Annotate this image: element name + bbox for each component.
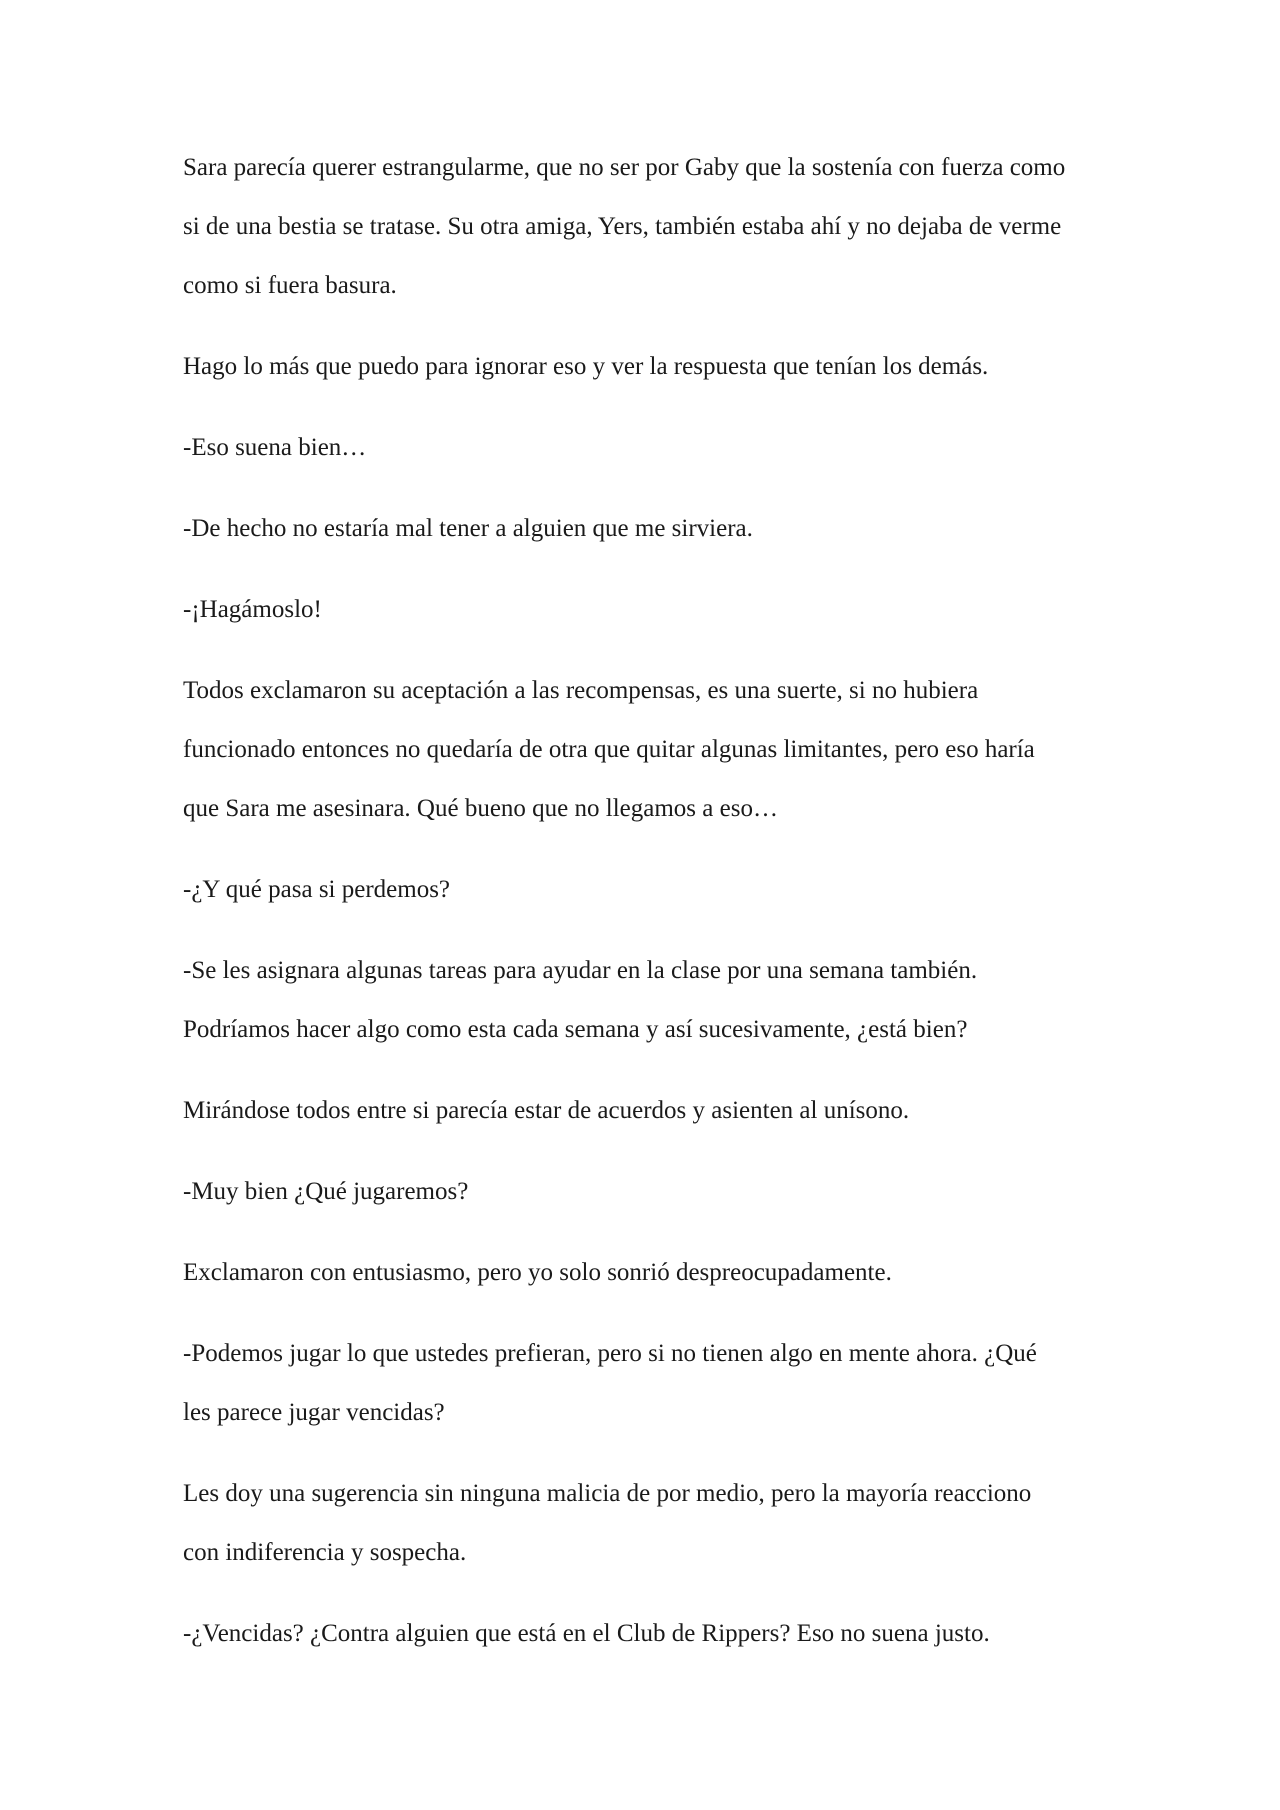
text-line: -¡Hagámoslo! <box>183 596 322 623</box>
dialogue-line <box>183 860 1103 919</box>
text-line: funcionado entonces no quedaría de otra que quitar algunas limitantes, pero eso haría <box>183 736 1035 763</box>
text-line: -De hecho no estaría mal tener a alguien que me sirviera. <box>183 515 753 542</box>
text-line: -Se les asignara algunas tareas para ayudar en la clase por una semana también. <box>183 957 978 984</box>
dialogue-line <box>183 1604 1103 1663</box>
paragraph <box>183 1464 1103 1582</box>
paragraph <box>183 1243 1103 1302</box>
paragraph <box>183 661 1103 838</box>
text-line: -¿Vencidas? ¿Contra alguien que está en el Club de Rippers? Eso no suena justo. <box>183 1620 990 1647</box>
text-line: como si fuera basura. <box>183 272 397 299</box>
dialogue-line <box>183 1324 1103 1442</box>
paragraph <box>183 138 1103 315</box>
paragraph <box>183 1081 1103 1140</box>
text-line: con indiferencia y sospecha. <box>183 1539 467 1566</box>
dialogue-line <box>183 418 1103 477</box>
text-line: -Podemos jugar lo que ustedes prefieran, pero si no tienen algo en mente ahora. ¿Qué <box>183 1340 1037 1367</box>
text-line: Todos exclamaron su aceptación a las recompensas, es una suerte, si no hubiera <box>183 677 979 704</box>
text-line: -Eso suena bien… <box>183 434 367 461</box>
paragraph <box>183 337 1103 396</box>
text-line: Exclamaron con entusiasmo, pero yo solo sonrió despreocupadamente. <box>183 1259 892 1286</box>
text-line: Mirándose todos entre si parecía estar de acuerdos y asienten al unísono. <box>183 1097 910 1124</box>
text-line: -Muy bien ¿Qué jugaremos? <box>183 1178 469 1205</box>
dialogue-line <box>183 941 1103 1059</box>
dialogue-line <box>183 1162 1103 1221</box>
text-line: si de una bestia se tratase. Su otra amiga, Yers, también estaba ahí y no dejaba de verme <box>183 213 1062 240</box>
text-line: les parece jugar vencidas? <box>183 1399 445 1426</box>
text-line: que Sara me asesinara. Qué bueno que no llegamos a eso… <box>183 795 778 822</box>
document-body <box>183 138 1103 1685</box>
dialogue-line <box>183 499 1103 558</box>
text-line: Hago lo más que puedo para ignorar eso y ver la respuesta que tenían los demás. <box>183 353 989 380</box>
text-line: -¿Y qué pasa si perdemos? <box>183 876 451 903</box>
text-line: Les doy una sugerencia sin ninguna malicia de por medio, pero la mayoría reacciono <box>183 1480 1032 1507</box>
text-line: Podríamos hacer algo como esta cada semana y así sucesivamente, ¿está bien? <box>183 1016 968 1043</box>
text-line: Sara parecía querer estrangularme, que no ser por Gaby que la sostenía con fuerza como <box>183 154 1066 181</box>
dialogue-line <box>183 580 1103 639</box>
